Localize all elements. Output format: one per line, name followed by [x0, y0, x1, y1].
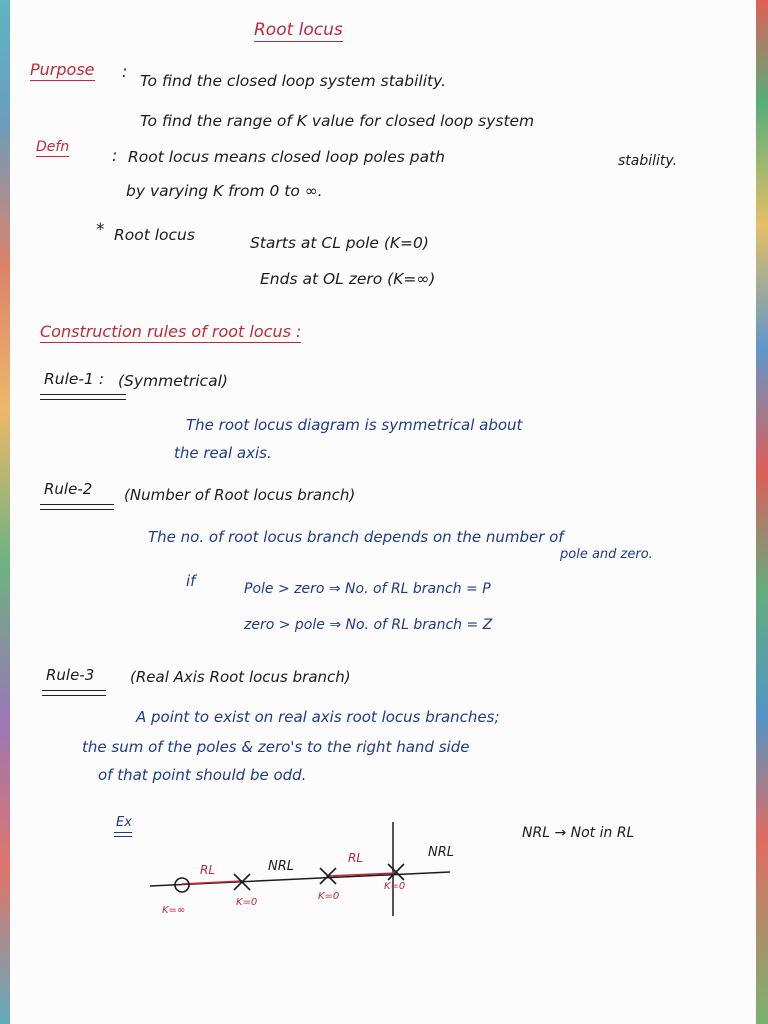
rule-1-title: (Symmetrical): [118, 372, 228, 390]
seg-label-nrl-1: NRL: [268, 859, 294, 874]
star-marker: *: [96, 220, 105, 240]
rule-2-condition-2: zero > pole ⇒ No. of RL branch = Z: [244, 617, 493, 633]
rule-1-line-1: The root locus diagram is symmetrical about: [186, 416, 523, 434]
defn-line-2: by varying K from 0 to ∞.: [126, 182, 323, 200]
rule-3-heading: Rule-3: [46, 666, 95, 684]
seg-label-nrl-2: NRL: [428, 845, 454, 860]
k-label-1: K=∞: [162, 905, 186, 916]
rule-2-line-2: pole and zero.: [560, 547, 653, 562]
purpose-line-1: To find the closed loop system stability.: [140, 72, 447, 90]
example-label: Ex: [116, 815, 132, 830]
k-label-3: K=0: [318, 891, 340, 902]
defn-label: Defn: [36, 139, 70, 155]
rule-2-heading: Rule-2: [44, 480, 93, 498]
rule-3-line-3: of that point should be odd.: [98, 766, 307, 784]
rule-2-condition-1: Pole > zero ⇒ No. of RL branch = P: [244, 581, 491, 597]
note-starts: Starts at CL pole (K=0): [250, 234, 429, 252]
rule-2-if: if: [186, 572, 196, 590]
seg-label-rl-2: RL: [348, 851, 364, 865]
root-locus-example-diagram: [10, 0, 756, 1024]
example-legend: NRL → Not in RL: [522, 825, 635, 841]
rule-2-line-1: The no. of root locus branch depends on the number of: [148, 528, 564, 546]
rule-2-title: (Number of Root locus branch): [124, 486, 356, 504]
page-title: Root locus: [254, 20, 343, 40]
pole-markers: [234, 864, 404, 890]
rule-1-line-2: the real axis.: [174, 444, 272, 462]
defn-line-1: Root locus means closed loop poles path: [128, 148, 445, 166]
purpose-line-2-cont: stability.: [618, 153, 678, 169]
k-label-2: K=0: [236, 897, 258, 908]
paint-strip-right: [756, 0, 768, 1024]
paint-strip-left: [0, 0, 10, 1024]
purpose-line-2: To find the range of K value for closed loop system: [140, 112, 535, 130]
rule-1-heading: Rule-1 :: [44, 370, 105, 388]
rule-3-line-2: the sum of the poles & zero's to the right hand side: [82, 738, 470, 756]
k-label-4: K=0: [384, 881, 406, 892]
note-ends: Ends at OL zero (K=∞): [260, 270, 436, 288]
construction-heading: Construction rules of root locus :: [40, 322, 302, 341]
rule-3-line-1: A point to exist on real axis root locus branches;: [136, 708, 500, 726]
rule-3-title: (Real Axis Root locus branch): [130, 668, 351, 686]
seg-label-rl-1: RL: [200, 863, 216, 877]
purpose-label: Purpose: [30, 60, 95, 79]
notebook-page: Root locus Purpose : To find the closed loop system stability. To find the range of K value for closed loop system stability. Defn : Root locus means closed loop poles path by varying K from 0 to ∞. * Root locus Starts at CL pole (K=0) Ends at OL zero (K=∞) Construction rules of root locus : Rule-1 : (Symmetrical) The root locus diagram is symmetrical about the real axis. Rule-2 (Number of Root locus branch) The no. of root locus branch depends on the number of pole and zero. if Pole > zero ⇒ No. of RL branch = P zero > pole ⇒ No. of RL branch = Z Rule-3 (Real Axis Root locus branch) A point to exist on real axis root locus branches; the sum of the poles & zero's to the right hand side of that point should be odd. Ex NRL → Not in RL RL NRL RL NRL K=∞ K=0 K=0 K=0: [10, 0, 756, 1024]
note-root-locus-label: Root locus: [114, 226, 195, 244]
